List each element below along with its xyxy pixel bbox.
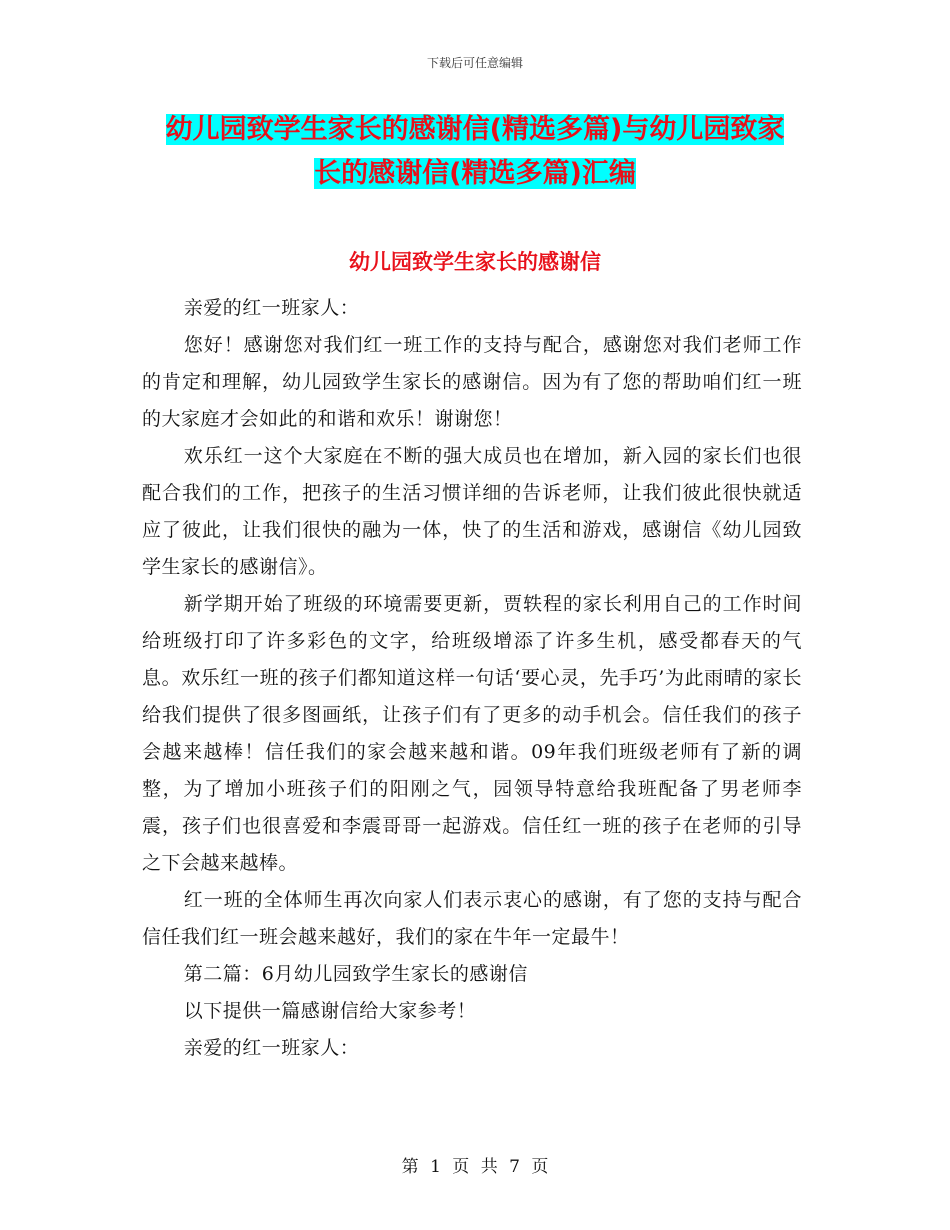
paragraph: 新学期开始了班级的环境需要更新，贾轶程的家长利用自己的工作时间给班级打印了许多彩色的文字，给班级增添了许多生机，感受都春天的气息。欢乐红一班的孩子们都知道这样一句话‘要心灵，先手巧’为此雨晴的家长给我们提供了很多图画纸，让孩子们有了更多的动手机会。信任我们的孩子会越来越棒！信任我们的家会越来越和谐。09年我们班级老师有了新的调整，为了增加小班孩子们的阳刚之气，园领导特意给我班配备了男老师李震，孩子们也很喜爱和李震哥哥一起游戏。信任红一班的孩子在老师的引导之下会越来越棒。 bbox=[142, 593, 802, 874]
document-title-line1: 幼儿园致学生家长的感谢信(精选多篇)与幼儿园致家 bbox=[165, 114, 785, 145]
paragraph: 您好！感谢您对我们红一班工作的支持与配合，感谢您对我们老师工作的肯定和理解，幼儿园致学生家长的感谢信。因为有了您的帮助咱们红一班的大家庭才会如此的和谐和欢乐！谢谢您！ bbox=[142, 334, 802, 430]
paragraph: 欢乐红一这个大家庭在不断的强大成员也在增加，新入园的家长们也很配合我们的工作，把孩子的生活习惯详细的告诉老师，让我们彼此很快就适应了彼此，让我们很快的融为一体，快了的生活和游戏，感谢信《幼儿园致学生家长的感谢信》。 bbox=[142, 445, 802, 578]
document-title-line2: 长的感谢信(精选多篇)汇编 bbox=[314, 158, 636, 189]
section-title: 幼儿园致学生家长的感谢信 bbox=[349, 250, 601, 274]
document-body bbox=[142, 290, 802, 1067]
paragraph-greeting: 亲爱的红一班家人： bbox=[183, 297, 360, 319]
page-number: 第 1 页 共 7 页 bbox=[401, 1157, 549, 1177]
paragraph: 以下提供一篇感谢信给大家参考！ bbox=[183, 1000, 477, 1022]
paragraph-section-heading: 第二篇：6月幼儿园致学生家长的感谢信 bbox=[183, 963, 528, 985]
paragraph: 红一班的全体师生再次向家人们表示衷心的感谢，有了您的支持与配合信任我们红一班会越来越好，我们的家在牛年一定最牛！ bbox=[142, 889, 802, 948]
page-header-note: 下载后可任意编辑 bbox=[426, 56, 523, 70]
paragraph-greeting: 亲爱的红一班家人： bbox=[183, 1037, 360, 1059]
document-title bbox=[140, 108, 810, 196]
